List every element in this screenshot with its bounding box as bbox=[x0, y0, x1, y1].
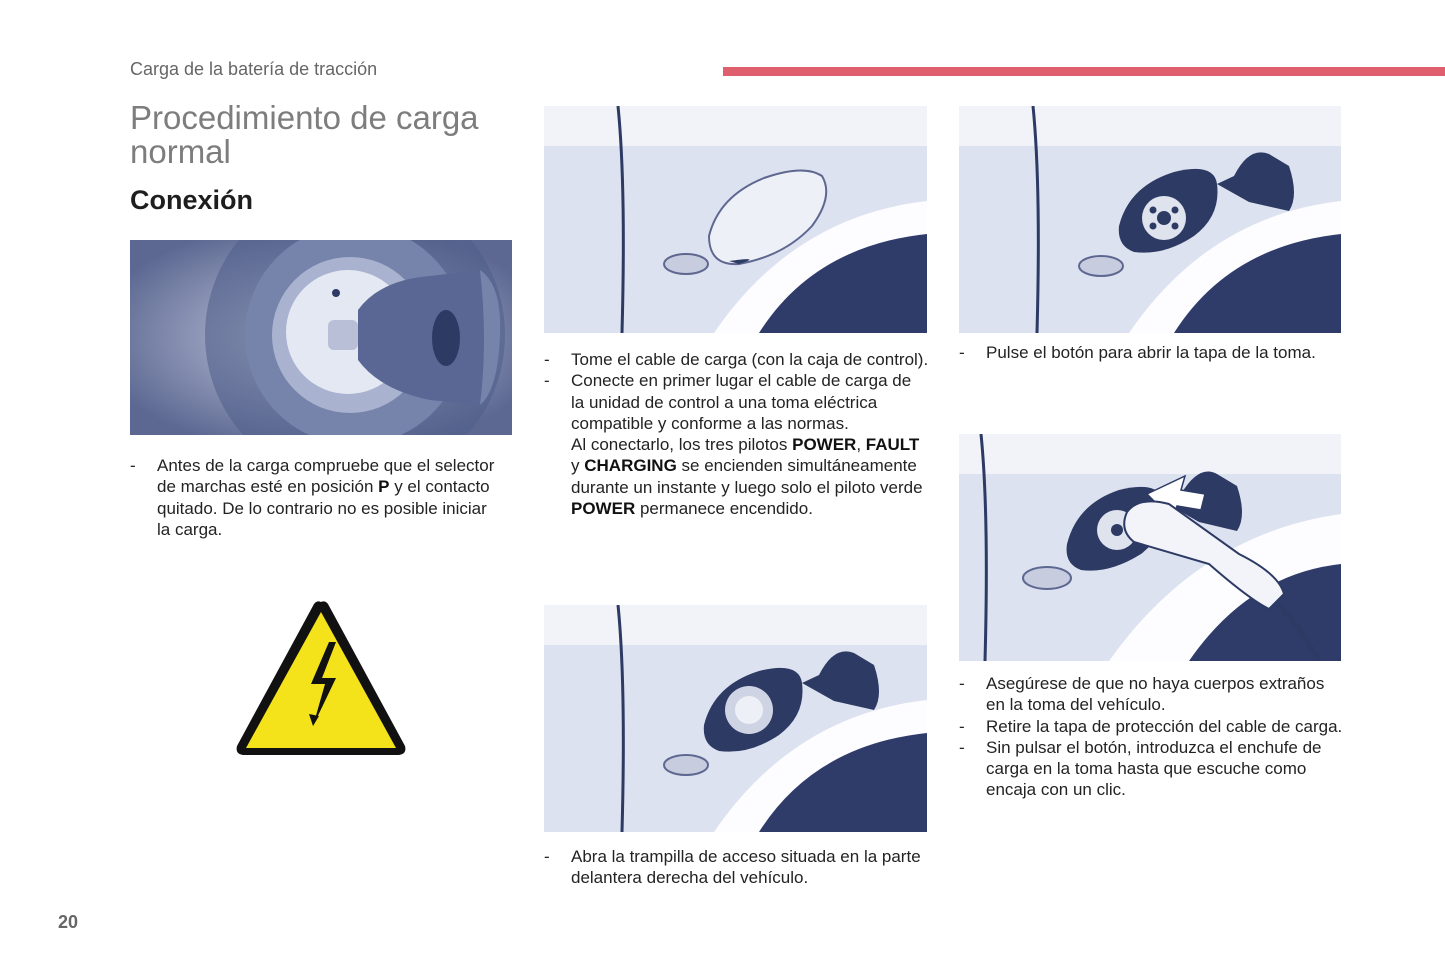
header-accent-bar bbox=[723, 67, 1445, 76]
list-item: - Sin pulsar el botón, introduzca el enchufe de carga en la toma hasta que escuche como encaja con un clic. bbox=[959, 737, 1322, 800]
high-voltage-warning-sign bbox=[233, 598, 409, 758]
closed-charging-flap-illustration bbox=[544, 106, 927, 333]
open-charging-flap-illustration bbox=[544, 605, 927, 832]
list-item: - Pulse el botón para abrir la tapa de la toma. bbox=[959, 343, 1316, 362]
col2-bullet-list-lower bbox=[544, 846, 929, 889]
page-title-line-1: Procedimiento de carga bbox=[130, 99, 479, 136]
col1-bullet-list bbox=[130, 455, 500, 540]
section-header: Carga de la batería de tracción bbox=[130, 59, 378, 79]
section-subtitle: Conexión bbox=[130, 185, 254, 215]
col2-bullet-list-upper bbox=[544, 349, 929, 519]
page-number: 20 bbox=[58, 912, 79, 932]
list-item: - Retire la tapa de protección del cable de carga. bbox=[959, 716, 1343, 736]
open-socket-cover-illustration bbox=[959, 106, 1341, 333]
page-title bbox=[130, 101, 510, 169]
list-item: - Tome el cable de carga (con la caja de control). bbox=[544, 350, 929, 369]
list-item: - Asegúrese de que no haya cuerpos extraños en la toma del vehículo. bbox=[959, 674, 1325, 715]
col3-bullet-list-upper bbox=[959, 342, 1344, 363]
col3-bullet-list-lower bbox=[959, 673, 1344, 801]
list-item: - Abra la trampilla de acceso situada en la parte delantera derecha del vehículo. bbox=[544, 847, 921, 888]
list-item: - Antes de la carga compruebe que el selector de marchas esté en posición P y el contacto quitado. De lo contrario no es posible iniciar la carga. bbox=[130, 456, 495, 539]
page-title-line-2: normal bbox=[130, 133, 231, 170]
plug-insertion-illustration bbox=[959, 434, 1341, 661]
list-item: - Conecte en primer lugar el cable de carga de la unidad de control a una toma eléctrica compatible y conforme a las normas. Al conectarlo, los tres pilotos POWER, FAULT y CHARGING se encienden simultáneamente durante un instante y luego solo el piloto verde POWER permanece encendido. bbox=[544, 371, 923, 519]
key-in-socket-illustration bbox=[130, 240, 512, 435]
